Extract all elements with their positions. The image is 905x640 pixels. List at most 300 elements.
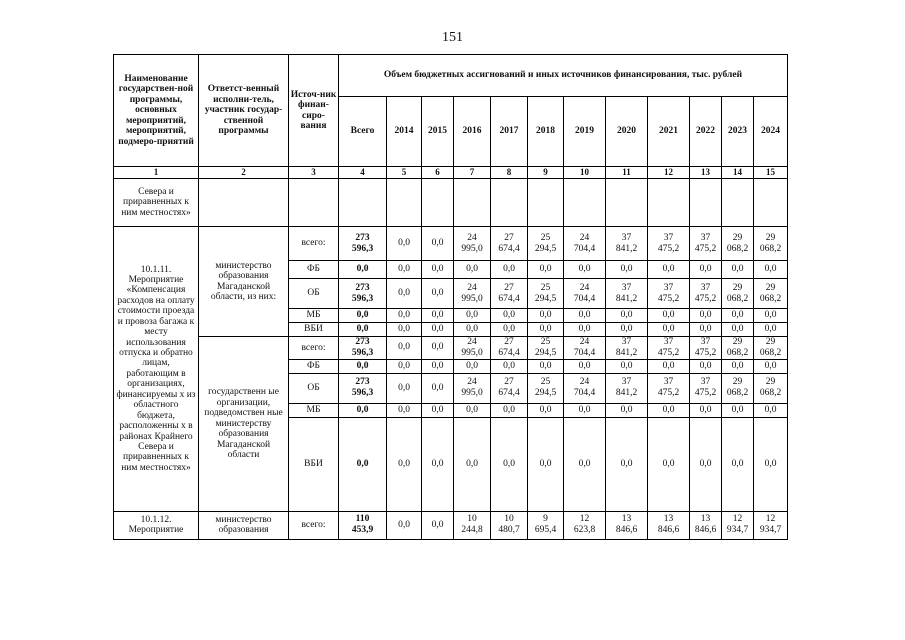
empty-cell <box>491 179 528 227</box>
value-line: 995,0 <box>461 243 483 254</box>
value-line: 24 <box>579 377 590 388</box>
total-value <box>339 417 387 511</box>
value-line: 0,0 <box>620 458 633 469</box>
value-line: 24 <box>467 282 477 293</box>
value-line: 273 <box>355 377 370 388</box>
column-index: 15 <box>754 167 788 179</box>
year-value <box>454 261 491 279</box>
value-line: 27 <box>504 232 514 243</box>
value-line: 37 <box>663 232 674 243</box>
value-line: 704,4 <box>573 388 596 399</box>
value-line: 0,0 <box>356 404 369 415</box>
value-line: 24 <box>579 282 590 293</box>
year-value <box>648 261 690 279</box>
header-year: 2014 <box>387 97 422 167</box>
year-value <box>528 227 564 261</box>
value-line: 0,0 <box>431 324 444 335</box>
year-value <box>528 279 564 309</box>
value-line: 704,4 <box>573 347 596 358</box>
year-value <box>564 511 606 539</box>
funding-source: ОБ <box>289 279 339 309</box>
empty-cell <box>564 179 606 227</box>
year-value <box>754 359 788 373</box>
empty-cell <box>454 179 491 227</box>
value-line: 841,2 <box>615 347 638 358</box>
value-line: 0,0 <box>466 404 478 415</box>
year-value <box>491 227 528 261</box>
year-value <box>454 373 491 403</box>
year-value <box>754 403 788 417</box>
total-value <box>339 403 387 417</box>
value-line: 27 <box>504 377 514 388</box>
column-index: 6 <box>422 167 454 179</box>
table-row <box>114 337 788 360</box>
funding-source: ВБИ <box>289 417 339 511</box>
year-value <box>491 359 528 373</box>
header-program: Наименование государствен-ной программы, основных мероприятий, мероприятий, подмеро-приятий <box>114 55 199 167</box>
year-value <box>387 261 422 279</box>
value-line: 29 <box>732 232 743 243</box>
year-value <box>422 323 454 337</box>
year-value <box>528 403 564 417</box>
column-index: 2 <box>199 167 289 179</box>
empty-cell <box>199 179 289 227</box>
value-line: 0,0 <box>620 360 633 371</box>
year-value <box>387 323 422 337</box>
column-index: 7 <box>454 167 491 179</box>
year-value <box>387 279 422 309</box>
value-line: 475,2 <box>657 243 680 254</box>
value-line: 244,8 <box>461 525 483 536</box>
year-value <box>754 511 788 539</box>
value-line: 37 <box>621 282 632 293</box>
year-value <box>454 337 491 360</box>
year-value <box>690 373 722 403</box>
value-line: 29 <box>732 377 743 388</box>
year-value <box>422 337 454 360</box>
value-line: 0,0 <box>699 310 712 321</box>
value-line: 29 <box>765 337 776 347</box>
year-value <box>722 511 754 539</box>
table-row <box>114 55 788 97</box>
value-line: 695,4 <box>534 525 557 536</box>
value-line: 596,3 <box>351 293 374 304</box>
total-value <box>339 511 387 539</box>
year-value <box>491 511 528 539</box>
year-value <box>648 373 690 403</box>
total-value <box>339 323 387 337</box>
year-value <box>454 417 491 511</box>
value-line: 0,0 <box>503 404 515 415</box>
value-line: 0,0 <box>764 324 777 335</box>
value-line: 12 <box>579 514 590 525</box>
value-line: 294,5 <box>534 347 557 358</box>
header-source: Источ-ник финан-сиро-вания <box>289 55 339 167</box>
year-value <box>422 261 454 279</box>
value-line: 596,3 <box>351 347 374 358</box>
value-line: 0,0 <box>578 360 591 371</box>
year-value <box>754 337 788 360</box>
year-value <box>606 261 648 279</box>
year-value <box>690 403 722 417</box>
year-value <box>528 337 564 360</box>
year-value <box>648 279 690 309</box>
year-value <box>722 337 754 360</box>
funding-source: ОБ <box>289 373 339 403</box>
year-value <box>564 417 606 511</box>
year-value <box>648 403 690 417</box>
value-line: 10 <box>504 514 514 525</box>
value-line: 475,2 <box>694 243 717 254</box>
funding-source: всего: <box>289 227 339 261</box>
column-index: 13 <box>690 167 722 179</box>
value-line: 0,0 <box>764 264 777 275</box>
table-row <box>114 167 788 179</box>
year-value <box>387 309 422 323</box>
value-line: 25 <box>540 377 551 388</box>
value-line: 12 <box>732 514 743 525</box>
empty-cell <box>690 179 722 227</box>
value-line: 0,0 <box>620 310 633 321</box>
year-value <box>454 403 491 417</box>
value-line: 0,0 <box>620 264 633 275</box>
column-index: 11 <box>606 167 648 179</box>
value-line: 0,0 <box>503 310 515 321</box>
year-value <box>722 309 754 323</box>
value-line: 0,0 <box>731 310 744 321</box>
value-line: 0,0 <box>503 264 515 275</box>
total-value <box>339 337 387 360</box>
value-line: 623,8 <box>573 525 596 536</box>
value-line: 0,0 <box>431 238 444 249</box>
value-line: 475,2 <box>657 388 680 399</box>
empty-cell <box>422 179 454 227</box>
value-line: 0,0 <box>764 404 777 415</box>
year-value <box>564 323 606 337</box>
year-value <box>564 279 606 309</box>
column-index: 5 <box>387 167 422 179</box>
year-value <box>422 403 454 417</box>
value-line: 0,0 <box>731 360 744 371</box>
year-value <box>454 359 491 373</box>
year-value <box>690 309 722 323</box>
header-year: 2018 <box>528 97 564 167</box>
value-line: 0,0 <box>539 458 552 469</box>
value-line: 273 <box>355 282 370 293</box>
value-line: 29 <box>765 232 776 243</box>
year-value <box>491 403 528 417</box>
value-line: 0,0 <box>398 458 410 469</box>
year-value <box>422 373 454 403</box>
value-line: 24 <box>467 232 477 243</box>
value-line: 0,0 <box>662 324 675 335</box>
value-line: 596,3 <box>351 388 374 399</box>
value-line: 110 <box>355 514 370 525</box>
year-value <box>387 403 422 417</box>
value-line: 475,2 <box>657 347 680 358</box>
value-line: 37 <box>621 232 632 243</box>
empty-cell <box>754 179 788 227</box>
value-line: 294,5 <box>534 293 557 304</box>
value-line: 0,0 <box>578 404 591 415</box>
column-index: 3 <box>289 167 339 179</box>
year-value <box>754 227 788 261</box>
value-line: 0,0 <box>731 404 744 415</box>
funding-source: ФБ <box>289 261 339 279</box>
funding-source: ВБИ <box>289 323 339 337</box>
column-index: 12 <box>648 167 690 179</box>
year-value <box>690 359 722 373</box>
value-line: 25 <box>540 282 551 293</box>
continuation-text: Севера и приравненных к ним местностях» <box>114 179 199 227</box>
year-value <box>606 279 648 309</box>
value-line: 841,2 <box>615 293 638 304</box>
value-line: 37 <box>700 377 711 388</box>
value-line: 0,0 <box>466 458 478 469</box>
year-value <box>528 359 564 373</box>
column-index: 14 <box>722 167 754 179</box>
year-value <box>422 359 454 373</box>
value-line: 0,0 <box>431 382 444 393</box>
year-value <box>690 323 722 337</box>
year-value <box>648 417 690 511</box>
value-line: 0,0 <box>539 360 552 371</box>
value-line: 0,0 <box>398 404 410 415</box>
header-year: 2019 <box>564 97 606 167</box>
value-line: 25 <box>540 232 551 243</box>
value-line: 24 <box>467 377 477 388</box>
header-year: 2021 <box>648 97 690 167</box>
value-line: 475,2 <box>694 347 717 358</box>
year-value <box>564 337 606 360</box>
value-line: 37 <box>621 337 632 347</box>
value-line: 846,6 <box>694 525 717 536</box>
value-line: 37 <box>700 282 711 293</box>
value-line: 9 <box>543 514 548 525</box>
year-value <box>564 261 606 279</box>
value-line: 37 <box>663 377 674 388</box>
header-year: 2017 <box>491 97 528 167</box>
year-value <box>690 227 722 261</box>
year-value <box>422 511 454 539</box>
value-line: 0,0 <box>466 264 478 275</box>
measure-name: 10.1.12. Мероприятие <box>114 511 199 539</box>
column-index: 10 <box>564 167 606 179</box>
year-value <box>491 261 528 279</box>
funding-source: всего: <box>289 511 339 539</box>
responsible-executor: государственн ые организации, подведомствен ные министерству образования Магаданской области <box>199 337 289 512</box>
value-line: 674,4 <box>498 243 520 254</box>
value-line: 29 <box>732 337 743 347</box>
value-line: 0,0 <box>731 324 744 335</box>
value-line: 0,0 <box>539 264 552 275</box>
value-line: 0,0 <box>356 458 369 469</box>
value-line: 0,0 <box>356 264 369 275</box>
value-line: 27 <box>504 282 514 293</box>
value-line: 25 <box>540 337 551 347</box>
value-line: 37 <box>663 282 674 293</box>
funding-source: всего: <box>289 337 339 360</box>
value-line: 294,5 <box>534 388 557 399</box>
value-line: 0,0 <box>662 360 675 371</box>
year-value <box>754 279 788 309</box>
year-value <box>722 359 754 373</box>
value-line: 841,2 <box>615 243 638 254</box>
value-line: 934,7 <box>726 525 749 536</box>
header-volume: Объем бюджетных ассигнований и иных источников финансирования, тыс. рублей <box>339 55 788 97</box>
value-line: 068,2 <box>759 293 782 304</box>
value-line: 273 <box>355 337 370 347</box>
year-value <box>606 417 648 511</box>
responsible-executor: министерство образования Магаданской области, из них: <box>199 227 289 337</box>
empty-cell <box>339 179 387 227</box>
year-value <box>491 279 528 309</box>
year-value <box>422 417 454 511</box>
year-value <box>491 323 528 337</box>
year-value <box>491 373 528 403</box>
empty-cell <box>606 179 648 227</box>
value-line: 0,0 <box>662 264 675 275</box>
value-line: 0,0 <box>398 288 410 299</box>
value-line: 13 <box>700 514 711 525</box>
funding-source: МБ <box>289 309 339 323</box>
year-value <box>387 227 422 261</box>
header-total: Всего <box>339 97 387 167</box>
value-line: 0,0 <box>620 324 633 335</box>
year-value <box>722 403 754 417</box>
empty-cell <box>722 179 754 227</box>
year-value <box>387 337 422 360</box>
empty-cell <box>289 179 339 227</box>
value-line: 24 <box>467 337 477 347</box>
year-value <box>454 511 491 539</box>
value-line: 0,0 <box>578 310 591 321</box>
year-value <box>454 279 491 309</box>
year-value <box>722 417 754 511</box>
budget-table <box>113 54 788 540</box>
year-value <box>648 227 690 261</box>
year-value <box>528 373 564 403</box>
value-line: 068,2 <box>759 347 782 358</box>
value-line: 0,0 <box>398 342 410 353</box>
year-value <box>422 279 454 309</box>
value-line: 0,0 <box>356 324 369 335</box>
value-line: 0,0 <box>662 310 675 321</box>
value-line: 068,2 <box>726 347 749 358</box>
table-row <box>114 179 788 227</box>
value-line: 934,7 <box>759 525 782 536</box>
year-value <box>754 309 788 323</box>
value-line: 068,2 <box>726 388 749 399</box>
value-line: 0,0 <box>731 264 744 275</box>
value-line: 0,0 <box>699 404 712 415</box>
year-value <box>564 227 606 261</box>
value-line: 0,0 <box>578 458 591 469</box>
value-line: 0,0 <box>466 310 478 321</box>
value-line: 0,0 <box>398 360 410 371</box>
value-line: 0,0 <box>398 238 410 249</box>
value-line: 0,0 <box>431 404 444 415</box>
value-line: 995,0 <box>461 293 483 304</box>
value-line: 0,0 <box>503 324 515 335</box>
value-line: 0,0 <box>431 264 444 275</box>
value-line: 0,0 <box>699 324 712 335</box>
year-value <box>564 309 606 323</box>
year-value <box>422 227 454 261</box>
year-value <box>387 511 422 539</box>
value-line: 475,2 <box>657 293 680 304</box>
funding-source: ФБ <box>289 359 339 373</box>
year-value <box>387 417 422 511</box>
year-value <box>491 337 528 360</box>
value-line: 0,0 <box>431 342 444 353</box>
year-value <box>606 373 648 403</box>
value-line: 0,0 <box>431 519 444 530</box>
total-value <box>339 359 387 373</box>
year-value <box>690 417 722 511</box>
empty-cell <box>528 179 564 227</box>
year-value <box>606 511 648 539</box>
value-line: 0,0 <box>398 382 410 393</box>
value-line: 0,0 <box>764 360 777 371</box>
value-line: 10 <box>467 514 477 525</box>
value-line: 0,0 <box>731 458 744 469</box>
value-line: 0,0 <box>539 404 552 415</box>
value-line: 294,5 <box>534 243 557 254</box>
value-line: 24 <box>579 232 590 243</box>
header-year: 2023 <box>722 97 754 167</box>
year-value <box>528 323 564 337</box>
value-line: 29 <box>765 377 776 388</box>
year-value <box>648 359 690 373</box>
year-value <box>606 309 648 323</box>
value-line: 0,0 <box>539 324 552 335</box>
value-line: 841,2 <box>615 388 638 399</box>
responsible-executor: министерство образования <box>199 511 289 539</box>
value-line: 0,0 <box>431 360 444 371</box>
year-value <box>754 261 788 279</box>
year-value <box>491 309 528 323</box>
year-value <box>648 511 690 539</box>
header-year: 2022 <box>690 97 722 167</box>
year-value <box>528 309 564 323</box>
value-line: 0,0 <box>398 519 410 530</box>
header-year: 2015 <box>422 97 454 167</box>
value-line: 29 <box>765 282 776 293</box>
year-value <box>606 227 648 261</box>
value-line: 0,0 <box>356 360 369 371</box>
value-line: 068,2 <box>726 243 749 254</box>
year-value <box>454 309 491 323</box>
value-line: 273 <box>355 232 370 243</box>
header-year: 2024 <box>754 97 788 167</box>
value-line: 0,0 <box>398 324 410 335</box>
year-value <box>606 337 648 360</box>
total-value <box>339 309 387 323</box>
year-value <box>528 511 564 539</box>
year-value <box>528 261 564 279</box>
year-value <box>606 359 648 373</box>
year-value <box>491 417 528 511</box>
total-value <box>339 373 387 403</box>
year-value <box>606 403 648 417</box>
column-index: 1 <box>114 167 199 179</box>
value-line: 846,6 <box>615 525 638 536</box>
year-value <box>454 323 491 337</box>
value-line: 0,0 <box>431 458 444 469</box>
value-line: 068,2 <box>759 388 782 399</box>
value-line: 068,2 <box>759 243 782 254</box>
